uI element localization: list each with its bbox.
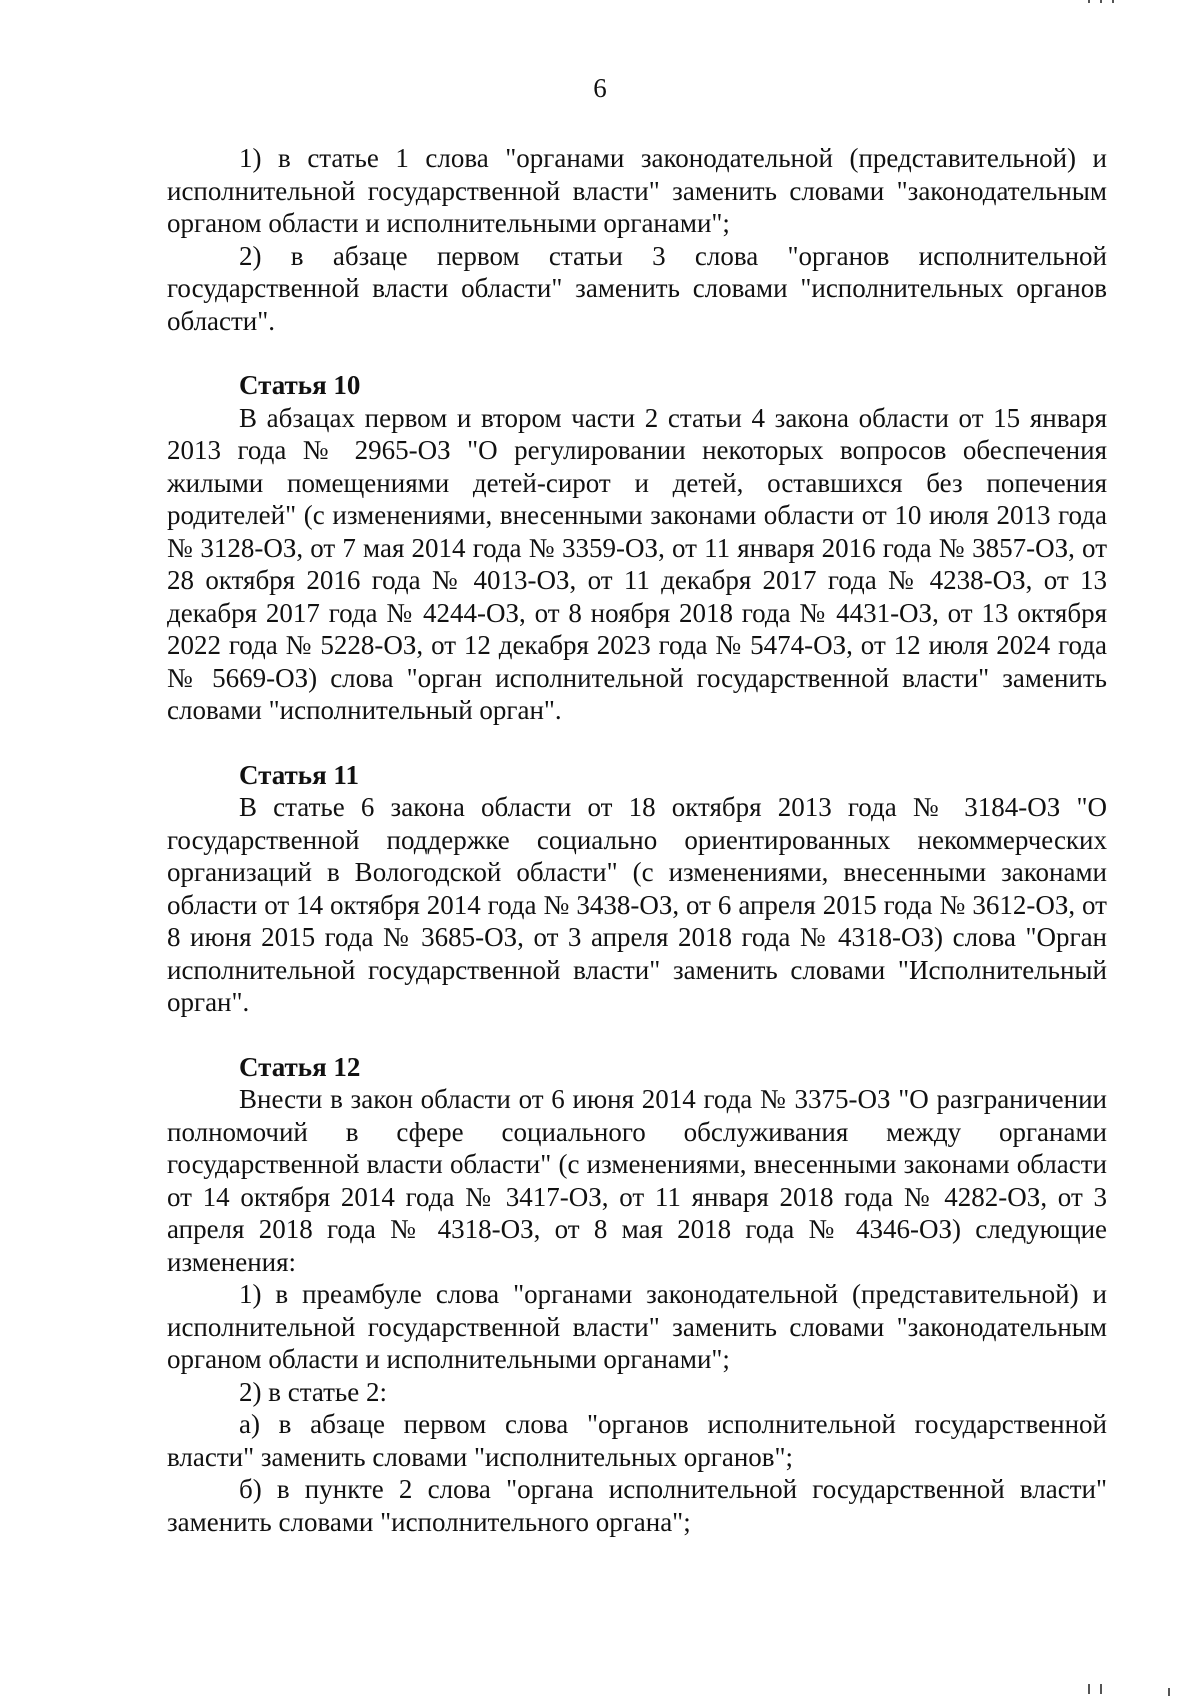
article-11-heading: Статья 11 [239, 759, 359, 790]
article-10-paragraph: В абзацах первом и втором части 2 статьи 4 закона области от 15 января 2013 года № 2965-ОЗ "О регулировании некоторых вопросов обеспечения жилыми помещениями детей-сирот и детей, оставшихся без попечения родителей" (с изменениями, внесенными законами области от 10 июля 2013 года № 3128-ОЗ, от 7 мая 2014 года № 3359-ОЗ, от 11 января 2016 года № 3857-ОЗ, от 28 октября 2016 года № 4013-ОЗ, от 11 декабря 2017 года № 4238-ОЗ, от 13 декабря 2017 года № 4244-ОЗ, от 8 ноября 2018 года № 4431-ОЗ, от 13 октября 2022 года № 5228-ОЗ, от 12 декабря 2023 года № 5474-ОЗ, от 12 июля 2024 года № 5669-ОЗ) слова "орган исполнительной государственной власти" заменить словами "исполнительный орган". [167, 402, 1107, 725]
scan-artifact-bottom [1088, 1684, 1090, 1694]
document-body [167, 142, 1107, 1538]
scan-artifact-bottom [1100, 1684, 1102, 1694]
article-11 [167, 759, 1107, 1019]
section-gap [167, 1019, 1107, 1051]
section-gap [167, 337, 1107, 369]
article-10 [167, 369, 1107, 727]
scan-artifact-bottom [1168, 1688, 1170, 1696]
scan-artifact-top [1112, 0, 1114, 3]
article-12-subitem-a: а) в абзаце первом слова "органов исполнительной государственной власти" заменить словами "исполнительных органов"; [167, 1409, 1107, 1472]
article-12 [167, 1051, 1107, 1539]
article-11-paragraph: В статье 6 закона области от 18 октября 2013 года № 3184-ОЗ "О государственной поддержке социально ориентированных некоммерческих организаций в Вологодской области" (с изменениями, внесенными законами области от 14 октября 2014 года № 3438-ОЗ, от 6 апреля 2015 года № 3612-ОЗ, от 8 июня 2015 года № 3685-ОЗ, от 3 апреля 2018 года № 4318-ОЗ) слова "Орган исполнительной государственной власти" заменить словами "Исполнительный орган". [167, 792, 1107, 1017]
article-12-item-2: 2) в статье 2: [239, 1376, 387, 1407]
article-12-heading: Статья 12 [239, 1051, 361, 1082]
amendment-item-2: 2) в абзаце первом статьи 3 слова "органов исполнительной государственной власти области" заменить словами "исполнительных органов области". [167, 240, 1107, 336]
article-12-item-1: 1) в преамбуле слова "органами законодательной (представительной) и исполнительной государственной власти" заменить словами "законодательным органом области и исполнительными органами"; [167, 1279, 1107, 1374]
article-10-heading: Статья 10 [239, 370, 361, 400]
section-gap [167, 727, 1107, 759]
page-number: 6 [593, 73, 607, 103]
scan-artifact-top [1088, 0, 1090, 3]
amendment-item-1: 1) в статье 1 слова "органами законодательной (представительной) и исполнительной государственной власти" заменить словами "законодательным органом области и исполнительными органами"; [167, 143, 1107, 238]
article-12-subitem-b: б) в пункте 2 слова "органа исполнительной государственной власти" заменить словами "исполнительного органа"; [167, 1474, 1107, 1537]
article-12-paragraph: Внести в закон области от 6 июня 2014 года № 3375-ОЗ "О разграничении полномочий в сфере социального обслуживания между органами государственной власти области" (с изменениями, внесенными законами области от 14 октября 2014 года № 3417-ОЗ, от 11 января 2018 года № 4282-ОЗ, от 3 апреля 2018 года № 4318-ОЗ, от 8 мая 2018 года № 4346-ОЗ) следующие изменения: [167, 1084, 1107, 1277]
scan-artifact-top [1100, 0, 1102, 3]
